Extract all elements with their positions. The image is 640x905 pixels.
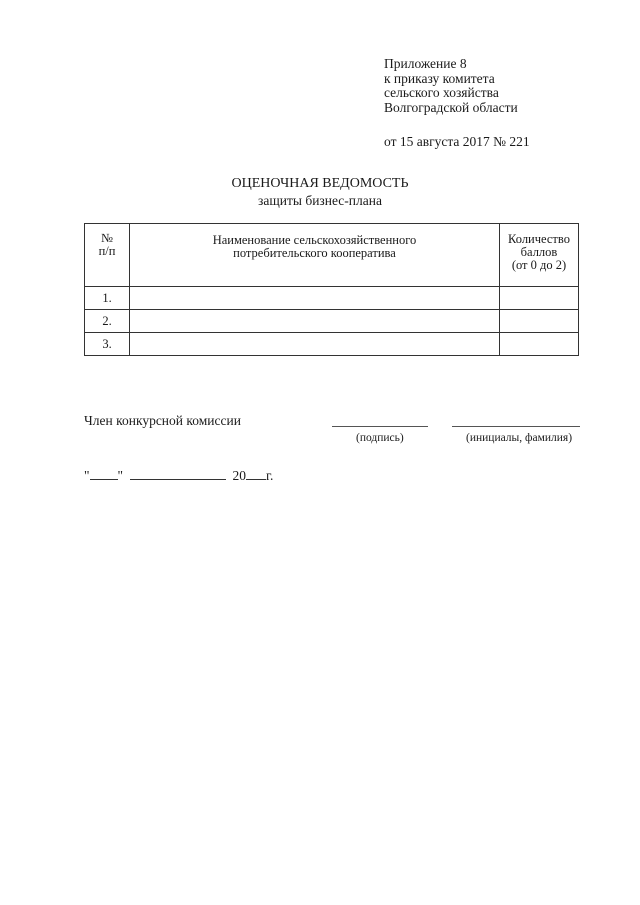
appendix-block <box>384 57 530 150</box>
year-blank[interactable] <box>246 468 266 480</box>
signature-line[interactable] <box>332 426 428 427</box>
name-caption: (инициалы, фамилия) <box>466 432 573 444</box>
header-score-line-3: (от 0 до 2) <box>511 258 567 272</box>
table-header-row <box>85 224 579 287</box>
header-name <box>130 224 500 287</box>
header-score-line-2: баллов <box>520 245 558 259</box>
header-name-line-2: потребительского кооператива <box>233 246 396 260</box>
name-line[interactable] <box>452 426 580 427</box>
row-cooperative-name[interactable] <box>130 310 500 333</box>
year-prefix: 20 <box>232 468 247 483</box>
month-blank[interactable] <box>130 468 226 480</box>
document-title: ОЦЕНОЧНАЯ ВЕДОМОСТЬ <box>231 176 409 191</box>
row-cooperative-name[interactable] <box>130 333 500 356</box>
header-score <box>500 224 579 287</box>
document-subtitle: защиты бизнес-плана <box>258 193 382 208</box>
date-open-quote: " <box>84 468 90 483</box>
year-suffix: г. <box>266 468 274 483</box>
header-number-line-2: п/п <box>98 244 116 258</box>
header-number-line-1: № <box>101 231 113 245</box>
appendix-line-2: к приказу комитета <box>384 70 495 86</box>
appendix-order-date: от 15 августа 2017 № 221 <box>384 134 530 149</box>
appendix-line-3: сельского хозяйства <box>384 85 499 100</box>
table-row <box>85 333 579 356</box>
evaluation-table <box>84 223 579 356</box>
header-score-line-1: Количество <box>508 232 570 246</box>
date-line <box>84 468 273 484</box>
row-number: 1. <box>85 287 130 310</box>
header-name-line-1: Наименование сельскохозяйственного <box>212 233 417 247</box>
table-row <box>85 310 579 333</box>
appendix-line-4: Волгоградской области <box>384 99 518 115</box>
header-number <box>85 224 130 287</box>
date-close-quote: " <box>117 468 124 483</box>
appendix-line-1: Приложение 8 <box>384 56 467 71</box>
row-score[interactable] <box>500 333 579 356</box>
row-number: 3. <box>85 333 130 356</box>
signature-caption: (подпись) <box>356 432 404 444</box>
row-score[interactable] <box>500 287 579 310</box>
table-row <box>85 287 579 310</box>
commission-member-label: Член конкурсной комиссии <box>84 413 241 428</box>
row-number: 2. <box>85 310 130 333</box>
row-score[interactable] <box>500 310 579 333</box>
row-cooperative-name[interactable] <box>130 287 500 310</box>
day-blank[interactable] <box>90 468 118 480</box>
